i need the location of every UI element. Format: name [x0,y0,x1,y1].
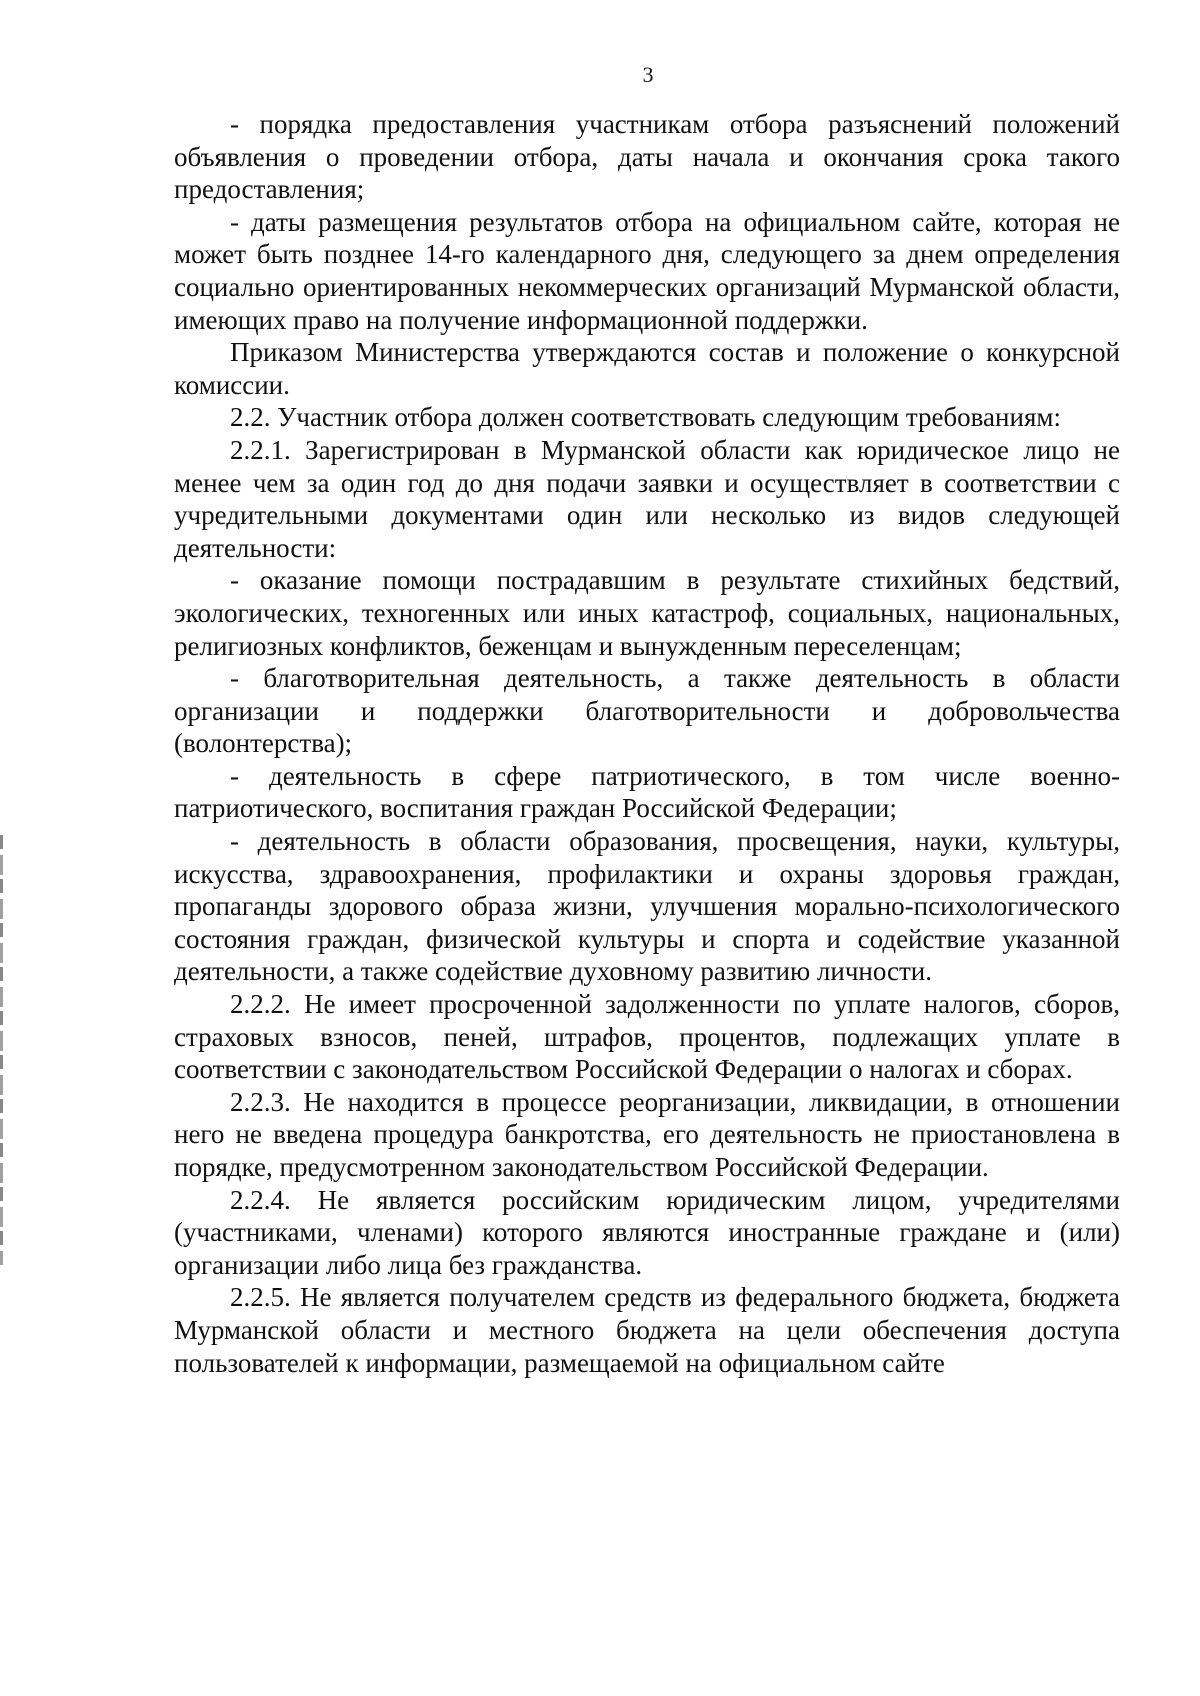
paragraph-2-2-1: 2.2.1. Зарегистрирован в Мурманской области как юридическое лицо не менее чем за один год до дня подачи заявки и осуществляет в соответствии с учредительными документами один или несколько из видов следующей деятельности: [174,434,1120,563]
paragraph-commission: Приказом Министерства утверждаются состав и положение о конкурсной комиссии. [174,337,1120,400]
page-number: 3 [642,62,654,87]
document-body [174,108,1120,1379]
paragraph-activity-education: - деятельность в области образования, просвещения, науки, культуры, искусства, здравоохранения, профилактики и охраны здоровья граждан, пропаганды здорового образа жизни, улучшения морально-психологического состояния граждан, физической культуры и спорта и содействие указанной деятельности, а также содействие духовному развитию личности. [174,826,1120,987]
paragraph-results-date: - даты размещения результатов отбора на официальном сайте, которая не может быть позднее 14-го календарного дня, следующего за днем определения социально ориентированных некоммерческих организаций Мурманской области, имеющих право на получение информационной поддержки. [174,206,1120,335]
paragraph-2-2-2: 2.2.2. Не имеет просроченной задолженности по уплате налогов, сборов, страховых взносов, пеней, штрафов, процентов, подлежащих уплате в соответствии с законодательством Российской Федерации о налогах и сборах. [174,989,1120,1085]
paragraph-2-2-4: 2.2.4. Не является российским юридическим лицом, учредителями (участниками, членами) которого являются иностранные граждане и (или) организации либо лица без гражданства. [174,1184,1120,1280]
paragraph-2-2-5: 2.2.5. Не является получателем средств из федерального бюджета, бюджета Мурманской области и местного бюджета на цели обеспечения доступа пользователей к информации, размещаемой на официальном сайте [174,1282,1120,1378]
paragraph-2-2: 2.2. Участник отбора должен соответствовать следующим требованиям: [230,402,1061,433]
paragraph-activity-charity: - благотворительная деятельность, а также деятельность в области организации и поддержки благотворительности и добровольчества (волонтерства); [174,663,1120,759]
scan-edge-mark [0,835,3,1265]
paragraph-activity-help: - оказание помощи пострадавшим в результате стихийных бедствий, экологических, техногенных или иных катастроф, социальных, национальных, религиозных конфликтов, беженцам и вынужденным переселенцам; [174,565,1120,661]
paragraph-clarification-order: - порядка предоставления участникам отбора разъяснений положений объявления о проведении отбора, даты начала и окончания срока такого предоставления; [174,109,1120,205]
paragraph-2-2-3: 2.2.3. Не находится в процессе реорганизации, ликвидации, в отношении него не введена процедура банкротства, его деятельность не приостановлена в порядке, предусмотренном законодательством Российской Федерации. [174,1086,1120,1182]
paragraph-activity-patriotic: - деятельность в сфере патриотического, в том числе военно-патриотического, воспитания граждан Российской Федерации; [174,760,1120,824]
